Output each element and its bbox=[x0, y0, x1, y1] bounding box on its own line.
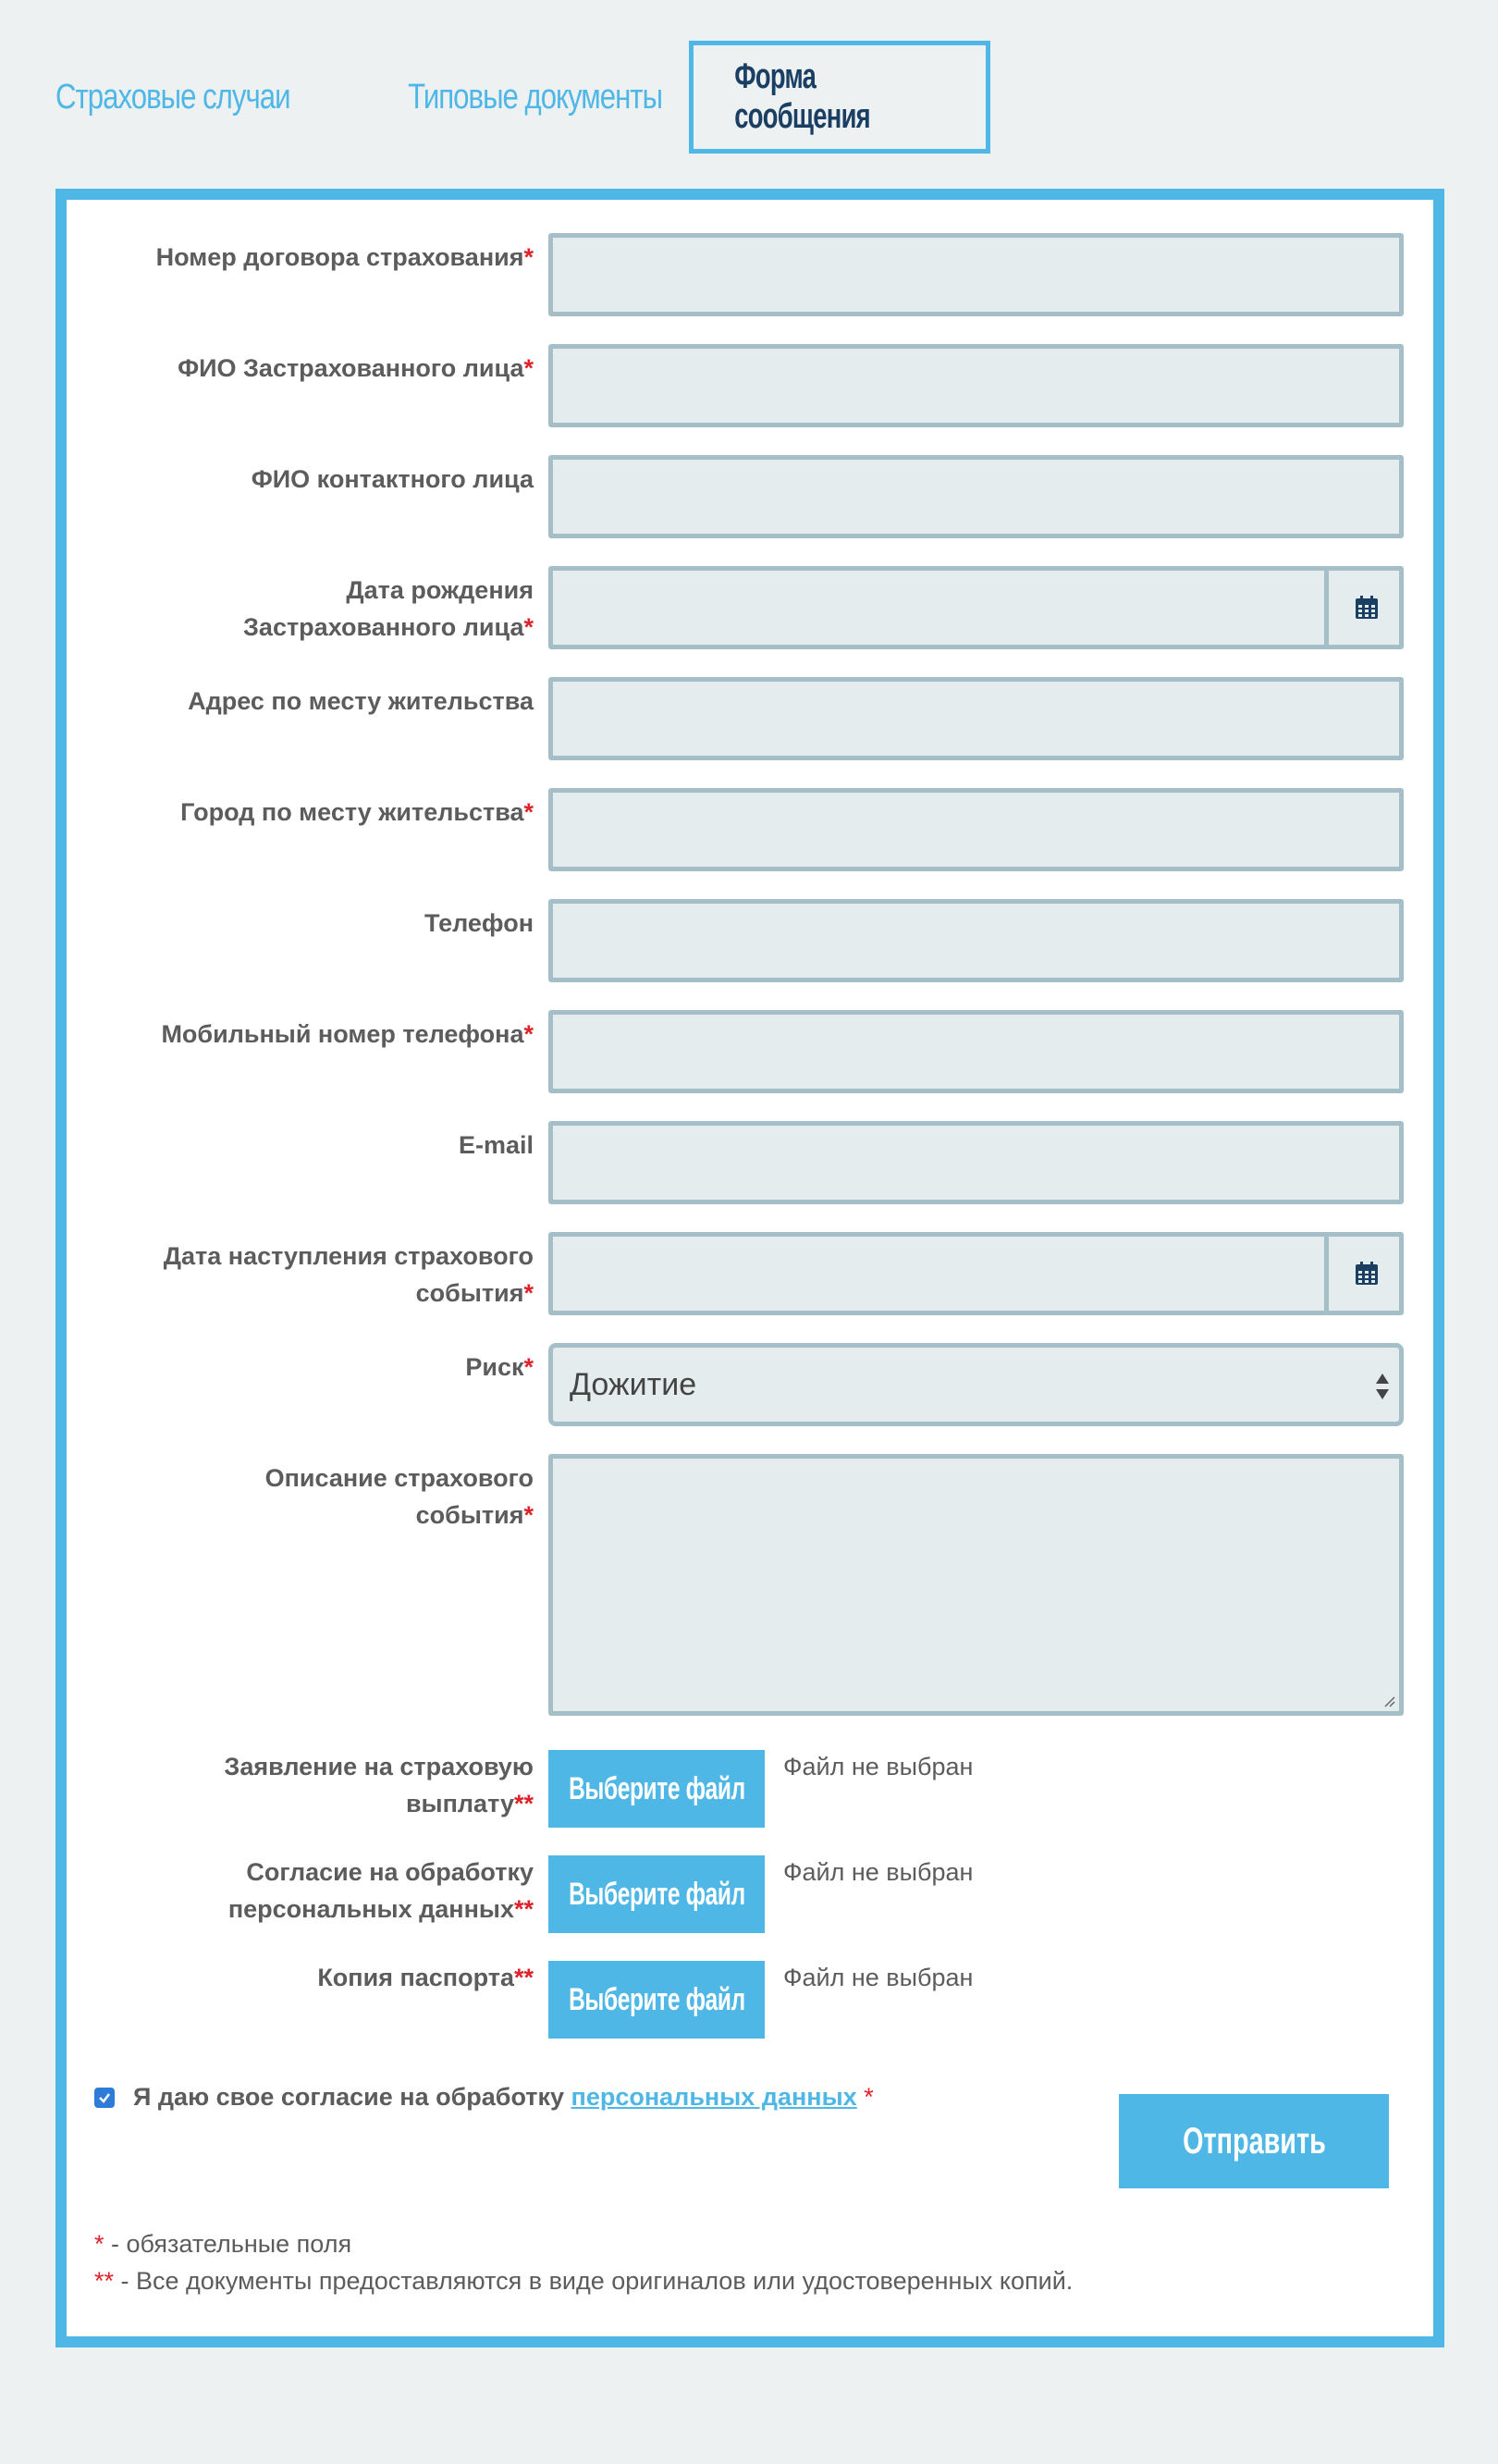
passport-file-label: Копия паспорта** bbox=[317, 1964, 534, 1991]
risk-selected-value: Дожитие bbox=[570, 1366, 697, 1402]
required-note: * - обязательные поля bbox=[94, 2230, 352, 2258]
personal-data-link[interactable]: персональных данных bbox=[571, 2083, 857, 2111]
contact-name-label: ФИО контактного лица bbox=[251, 465, 534, 493]
tab-message-form-label: Форма сообщения bbox=[734, 57, 870, 136]
form-panel bbox=[55, 189, 1444, 2347]
calendar-icon bbox=[1355, 1262, 1379, 1286]
address-label: Адрес по месту жительства bbox=[188, 687, 534, 715]
event-date-label: Дата наступления страхового события* bbox=[163, 1242, 534, 1307]
calendar-icon bbox=[1355, 596, 1379, 620]
event-date-picker bbox=[548, 1232, 1404, 1315]
city-input[interactable] bbox=[548, 788, 1404, 871]
event-date-input[interactable] bbox=[548, 1232, 1404, 1315]
consent-file-button-label: Выберите файл bbox=[568, 1876, 745, 1912]
contract-number-label: Номер договора страхования* bbox=[155, 243, 534, 271]
claim-file-button-label: Выберите файл bbox=[568, 1770, 745, 1806]
birth-date-input[interactable] bbox=[548, 566, 1404, 649]
claim-file-label: Заявление на страховую выплату** bbox=[224, 1753, 534, 1817]
mobile-input[interactable] bbox=[548, 1010, 1404, 1093]
city-label: Город по месту жительства* bbox=[180, 798, 534, 826]
consent-file-label: Согласие на обработку персональных данных** bbox=[227, 1858, 534, 1923]
claim-file-button[interactable] bbox=[548, 1750, 765, 1828]
phone-label: Телефон bbox=[424, 909, 534, 937]
passport-file-status: Файл не выбран bbox=[783, 1964, 974, 1991]
consent-file-button[interactable] bbox=[548, 1855, 765, 1933]
tab-insurance-cases[interactable]: Страховые случаи bbox=[55, 77, 290, 117]
tab-message-form[interactable] bbox=[689, 41, 990, 154]
phone-input[interactable] bbox=[548, 899, 1404, 982]
tab-bar bbox=[55, 41, 723, 154]
insured-name-input[interactable] bbox=[548, 344, 1404, 427]
contract-number-input[interactable] bbox=[548, 233, 1404, 316]
claim-file-status: Файл не выбран bbox=[783, 1753, 974, 1780]
documents-note: ** - Все документы предоставляются в виде оригиналов или удостоверенных копий. bbox=[94, 2267, 1074, 2295]
birth-date-calendar-button[interactable] bbox=[1324, 566, 1404, 649]
address-input[interactable] bbox=[548, 677, 1404, 760]
birth-date-picker bbox=[548, 566, 1404, 649]
email-label: E-mail bbox=[458, 1131, 534, 1159]
checkmark-icon bbox=[97, 2090, 112, 2105]
consent-text: Я даю свое согласие на обработку персональных данных * bbox=[133, 2083, 874, 2111]
mobile-label: Мобильный номер телефона* bbox=[161, 1020, 534, 1048]
resize-handle-icon[interactable] bbox=[1382, 1694, 1395, 1707]
consent-row bbox=[94, 2083, 874, 2112]
submit-button[interactable] bbox=[1119, 2094, 1389, 2188]
tab-standard-documents[interactable]: Типовые документы bbox=[408, 77, 663, 117]
description-label: Описание страхового события* bbox=[264, 1464, 534, 1529]
description-textarea[interactable] bbox=[548, 1454, 1404, 1716]
risk-label: Риск* bbox=[465, 1353, 534, 1381]
contact-name-input[interactable] bbox=[548, 455, 1404, 538]
select-arrows-icon bbox=[1373, 1368, 1392, 1405]
consent-file-status: Файл не выбран bbox=[783, 1858, 974, 1886]
insured-name-label: ФИО Застрахованного лица* bbox=[178, 354, 534, 382]
submit-button-label: Отправить bbox=[1182, 2120, 1326, 2162]
risk-select[interactable] bbox=[548, 1343, 1404, 1426]
consent-checkbox[interactable] bbox=[94, 2088, 115, 2108]
passport-file-button[interactable] bbox=[548, 1961, 765, 2039]
event-date-calendar-button[interactable] bbox=[1324, 1232, 1404, 1315]
email-input[interactable] bbox=[548, 1121, 1404, 1204]
passport-file-button-label: Выберите файл bbox=[568, 1981, 745, 2017]
birth-date-label: Дата рождения Застрахованного лица* bbox=[243, 576, 534, 641]
